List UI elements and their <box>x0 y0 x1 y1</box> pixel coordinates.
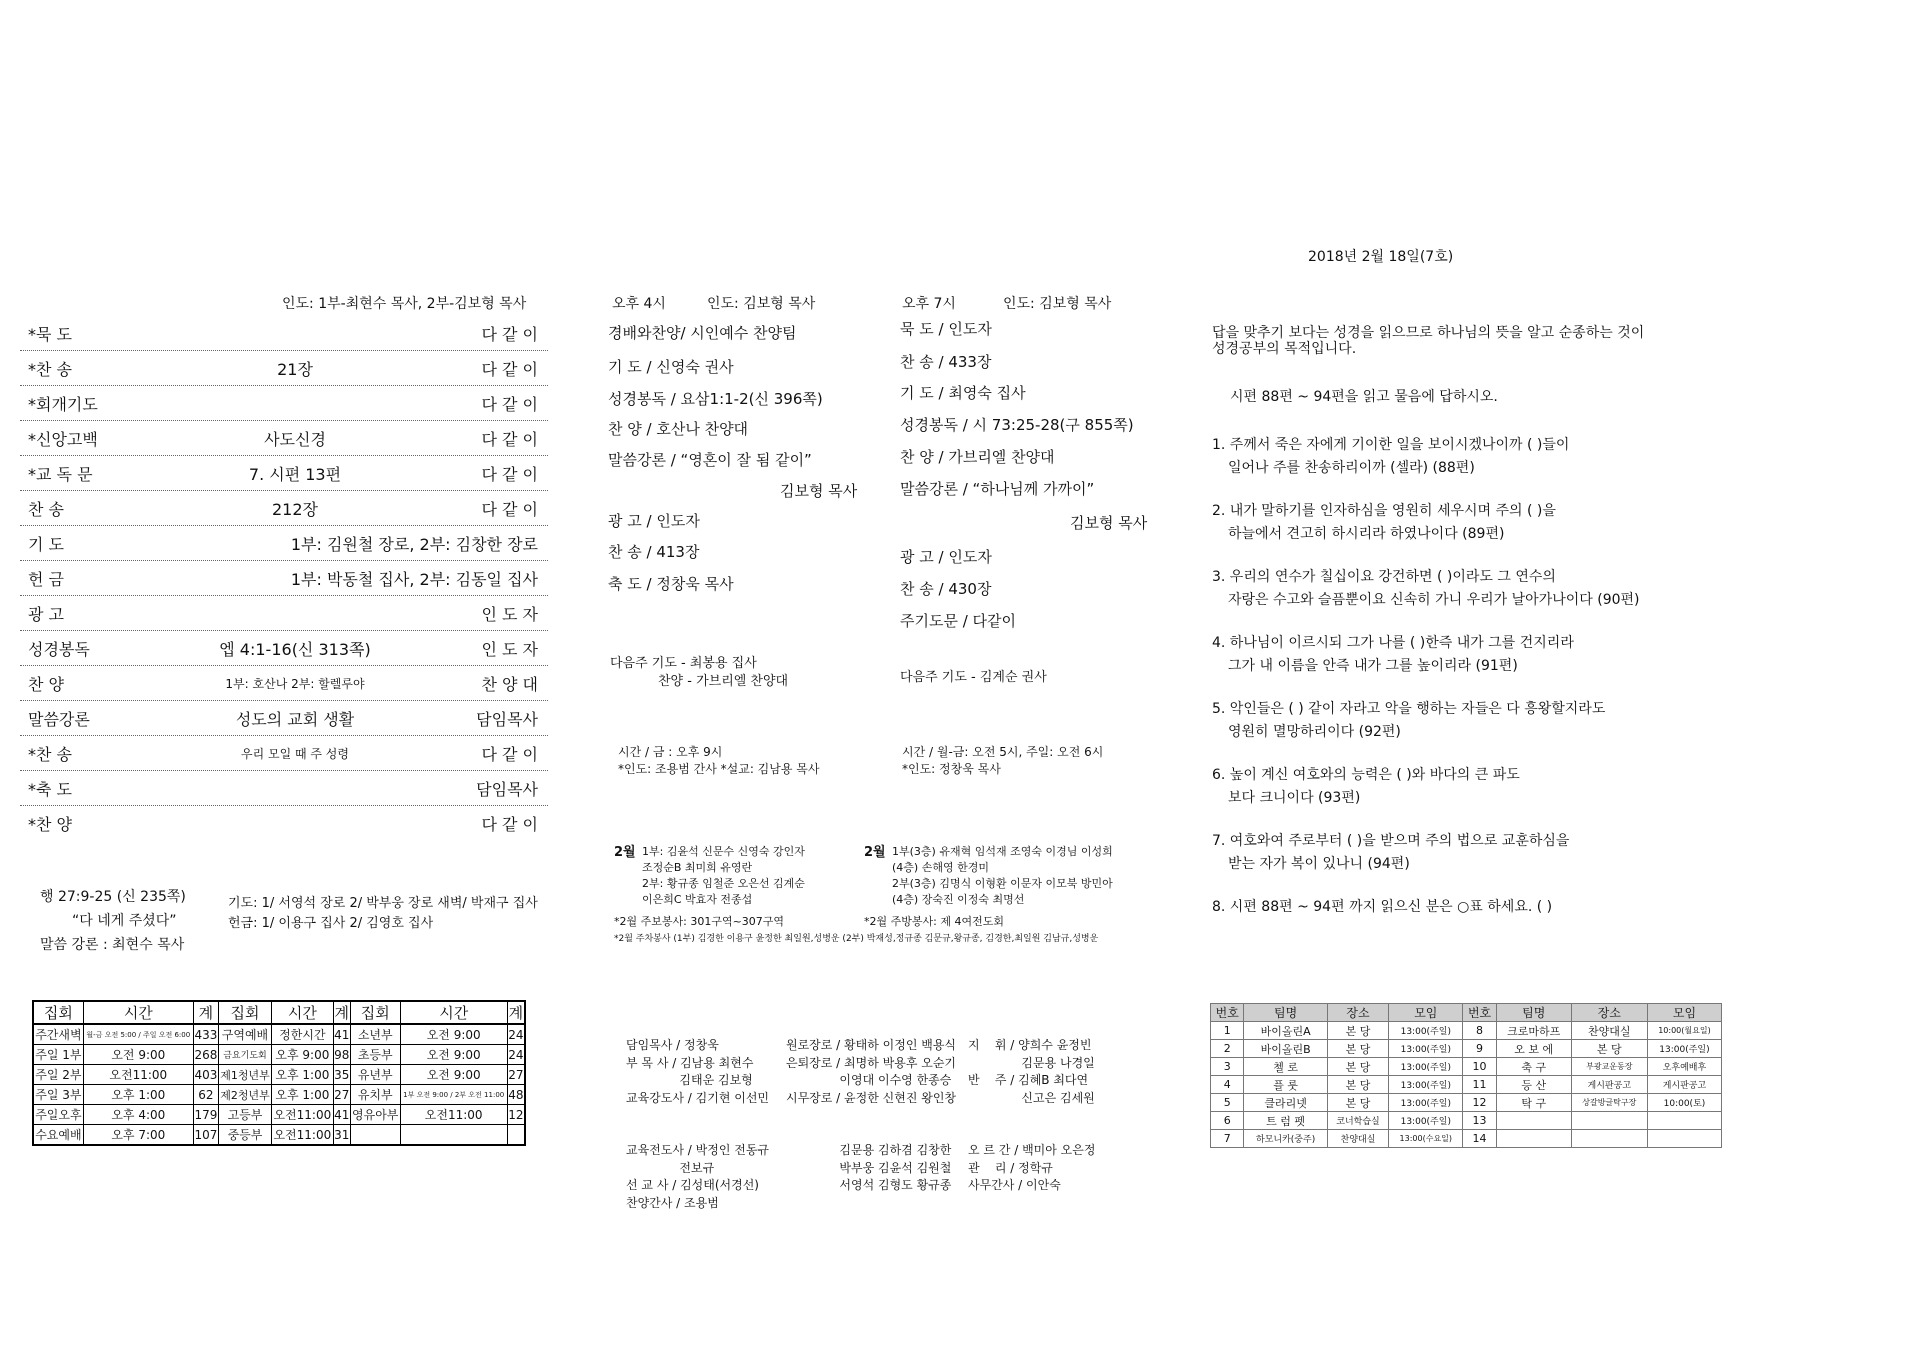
table-cell: 오 보 에 <box>1496 1040 1571 1058</box>
table-cell: 플 룻 <box>1244 1076 1327 1094</box>
service-row <box>20 456 548 491</box>
table-cell: 35 <box>333 1065 350 1085</box>
table-cell <box>1496 1130 1571 1148</box>
service-row <box>20 596 548 631</box>
table-cell: 본 당 <box>1327 1076 1389 1094</box>
table-cell: 12 <box>507 1105 525 1125</box>
staff-column-music <box>968 1002 1095 1212</box>
dawn-preacher: 말씀 강론 : 최현수 목사 <box>40 937 185 953</box>
text-line: 이영대 이수영 한종승 <box>786 1073 952 1087</box>
table-cell: 31 <box>333 1125 350 1146</box>
table-cell: 1부 오전 9:00 / 2부 오전 11:00 <box>400 1085 507 1105</box>
afternoon-row: 기 도 / 신영숙 권사 <box>608 358 734 376</box>
table-cell: 14 <box>1463 1130 1496 1148</box>
table-cell: 영유아부 <box>350 1105 400 1125</box>
table-cell: 오전11:00 <box>272 1125 334 1146</box>
table-cell <box>350 1125 400 1146</box>
text-line: 지 휘 / 양희수 윤정빈 <box>968 1038 1092 1052</box>
table-cell: 축 구 <box>1496 1058 1571 1076</box>
table-cell: 본 당 <box>1571 1040 1647 1058</box>
text-line: 전보규 <box>626 1160 715 1175</box>
table-cell: 주일 3부 <box>33 1085 83 1105</box>
text-line: 김문용 나경일 <box>968 1055 1095 1070</box>
text-line: 찬 양 <box>28 675 64 694</box>
column-header: 시간 <box>83 1001 193 1024</box>
table-cell: 찬양대실 <box>1571 1022 1647 1040</box>
text-line: 반 주 / 김혜B 최다연 <box>968 1073 1089 1087</box>
evening-row: 찬 송 / 430장 <box>900 580 992 598</box>
attendance-table <box>32 1000 526 1146</box>
study-question <box>1212 764 1520 807</box>
column-header: 집회 <box>33 1001 83 1024</box>
table-cell: 403 <box>193 1065 218 1085</box>
kitchen-service: *2월 주방봉사: 제 4여전도회 <box>864 915 1004 928</box>
choir-month-label: 2월 <box>864 845 886 860</box>
column-header: 집회 <box>218 1001 271 1024</box>
service-row <box>20 561 548 596</box>
evening-row: 기 도 / 최영숙 집사 <box>900 384 1026 402</box>
table-cell: 수요예배 <box>33 1125 83 1146</box>
choir-line: 2부(3층) 김명식 이형환 이문자 이모북 방민아 <box>892 877 1113 890</box>
evening-time: 오후 7시 <box>902 296 956 312</box>
friday-prayer-leader: *인도: 조용범 간사 *설교: 김남용 목사 <box>618 762 820 776</box>
service-row <box>20 771 548 806</box>
table-cell: 본 당 <box>1327 1058 1389 1076</box>
table-row <box>1211 1040 1722 1058</box>
column-header: 시간 <box>272 1001 334 1024</box>
text-line: 다 같 이 <box>481 465 538 484</box>
bulletin-date: 2018년 2월 18일(7호) <box>1308 249 1454 265</box>
evening-leader: 인도: 김보형 목사 <box>1003 296 1112 312</box>
text-line: *묵 도 <box>28 325 72 344</box>
table-row <box>1211 1058 1722 1076</box>
study-question <box>1212 896 1552 916</box>
table-cell: 오전11:00 <box>400 1105 507 1125</box>
service-row <box>20 701 548 736</box>
text-line: 찬 송 <box>28 500 64 519</box>
table-cell: 오후 9:00 <box>272 1045 334 1065</box>
text-line: 1. 주께서 죽은 자에게 기이한 일을 보이시겠나이까 ( )들이 <box>1212 437 1570 453</box>
text-line: 4. 하나님이 이르시되 그가 나를 ( )한즉 내가 그를 건지리라 <box>1212 635 1574 651</box>
table-cell: 오후 7:00 <box>83 1125 193 1146</box>
text-line: 말씀강론 <box>28 710 90 729</box>
text-line: 담임목사 / 정창욱 <box>626 1038 719 1052</box>
staff-column-pastors <box>626 1002 769 1230</box>
column-header: 팀명 <box>1244 1004 1327 1022</box>
table-cell: 27 <box>507 1065 525 1085</box>
text-line: 교육전도사 / 박정인 전동규 <box>626 1143 769 1157</box>
table-cell: 8 <box>1463 1022 1496 1040</box>
column-header: 장소 <box>1571 1004 1647 1022</box>
column-header: 시간 <box>400 1001 507 1024</box>
text-line: 찬양간사 / 조용범 <box>626 1195 719 1210</box>
text-line: *찬 송 <box>28 745 72 764</box>
text-line: 우리 모일 때 주 성령 <box>241 747 349 761</box>
volunteer-line: 조정순B 최미희 유영란 <box>642 861 753 874</box>
text-line: 6. 높이 계신 여호와의 능력은 ( )와 바다의 큰 파도 <box>1212 767 1520 783</box>
table-cell: 등 산 <box>1496 1076 1571 1094</box>
table-cell: 제1청년부 <box>218 1065 271 1085</box>
table-cell: 13:00(주일) <box>1389 1022 1463 1040</box>
text-line: *회개기도 <box>28 395 98 414</box>
text-line: 다 같 이 <box>481 395 538 414</box>
table-cell: 크로마하프 <box>1496 1022 1571 1040</box>
column-header: 계 <box>193 1001 218 1024</box>
text-line: 성도의 교회 생활 <box>235 710 355 729</box>
text-line: 은퇴장로 / 최명하 박용후 오순기 <box>786 1055 956 1070</box>
text-line: 하늘에서 견고히 하시리라 하였나이다 (89편) <box>1228 526 1505 542</box>
table-cell: 오전 9:00 <box>400 1045 507 1065</box>
table-cell: 12 <box>1463 1094 1496 1112</box>
table-cell: 오후예배후 <box>1647 1058 1721 1076</box>
choir-line: (4층) 장숙진 이정숙 최명선 <box>892 893 1025 906</box>
table-cell <box>1647 1130 1721 1148</box>
evening-row: 말씀강론 / “하나님께 가까이” <box>900 480 1095 498</box>
table-cell: 유년부 <box>350 1065 400 1085</box>
table-cell: 98 <box>333 1045 350 1065</box>
text-line: 보다 크니이다 (93편) <box>1228 790 1361 806</box>
table-cell: 13:00(주일) <box>1389 1040 1463 1058</box>
table-cell <box>1571 1112 1647 1130</box>
table-cell: 24 <box>507 1045 525 1065</box>
text-line: 오 르 간 / 백미아 오은정 <box>968 1143 1096 1157</box>
table-cell: 24 <box>507 1024 525 1045</box>
evening-row: 주기도문 / 다같이 <box>900 612 1017 630</box>
table-cell: 부광교운동장 <box>1571 1058 1647 1076</box>
dawn-prayer-leader: *인도: 정창욱 목사 <box>902 762 1001 776</box>
text-line: 박부웅 김윤석 김원철 <box>786 1160 952 1175</box>
service-row <box>20 736 548 771</box>
table-cell: 주일 1부 <box>33 1045 83 1065</box>
text-line: 부 목 사 / 김남용 최현수 <box>626 1055 754 1070</box>
table-cell: 11 <box>1463 1076 1496 1094</box>
text-line: 7. 시편 13편 <box>248 465 342 484</box>
text-line: 사도신경 <box>264 430 326 449</box>
table-cell: 코너학습실 <box>1327 1112 1389 1130</box>
table-cell: 13 <box>1463 1112 1496 1130</box>
afternoon-row: 광 고 / 인도자 <box>608 512 700 530</box>
table-cell: 9 <box>1463 1040 1496 1058</box>
table-cell: 27 <box>333 1085 350 1105</box>
column-header: 장소 <box>1327 1004 1389 1022</box>
table-cell: 13:00(수요일) <box>1389 1130 1463 1148</box>
afternoon-row: 경배와찬양/ 시인예수 찬양팀 <box>608 324 797 342</box>
table-header-row <box>1211 1004 1722 1022</box>
volunteer-line: 2부: 황규종 임철준 오은선 김계순 <box>642 877 805 890</box>
afternoon-leader: 인도: 김보형 목사 <box>707 296 816 312</box>
table-cell: 바이올린B <box>1244 1040 1327 1058</box>
text-line: 다 같 이 <box>481 500 538 519</box>
table-cell: 소년부 <box>350 1024 400 1045</box>
afternoon-row: 말씀강론 / “영혼이 잘 됨 같이” <box>608 451 812 469</box>
table-row <box>33 1105 525 1125</box>
table-row <box>33 1045 525 1065</box>
table-header-row <box>33 1001 525 1024</box>
table-cell: 주일 2부 <box>33 1065 83 1085</box>
text-line: *교 독 문 <box>28 465 93 484</box>
table-row <box>33 1065 525 1085</box>
dawn-prayer-time: 시간 / 월-금: 오전 5시, 주일: 오전 6시 <box>902 745 1104 759</box>
text-line: *찬 송 <box>28 360 72 379</box>
table-row <box>1211 1112 1722 1130</box>
text-line: 212장 <box>272 500 318 519</box>
friday-prayer-time: 시간 / 금 : 오후 9시 <box>618 745 723 759</box>
afternoon-time: 오후 4시 <box>612 296 666 312</box>
text-line: 김문용 김하겸 김창한 <box>786 1143 952 1157</box>
table-cell: 2 <box>1211 1040 1244 1058</box>
table-cell: 4 <box>1211 1076 1244 1094</box>
table-cell: 오후 1:00 <box>272 1065 334 1085</box>
table-cell: 179 <box>193 1105 218 1125</box>
column-header: 집회 <box>350 1001 400 1024</box>
text-line: 영원히 멸망하리이다 (92편) <box>1228 724 1401 740</box>
text-line: 성경봉독 <box>28 640 90 659</box>
table-cell <box>1647 1112 1721 1130</box>
table-cell: 본 당 <box>1327 1022 1389 1040</box>
table-cell: 구역예배 <box>218 1024 271 1045</box>
text-line: 사무간사 / 이안숙 <box>968 1178 1061 1192</box>
table-cell: 주간새벽 <box>33 1024 83 1045</box>
afternoon-preacher: 김보형 목사 <box>780 482 858 500</box>
table-cell: 첼 로 <box>1244 1058 1327 1076</box>
table-cell: 하모니카(중주) <box>1244 1130 1327 1148</box>
table-cell: 금요기도회 <box>218 1045 271 1065</box>
service-row <box>20 491 548 526</box>
table-cell: 3 <box>1211 1058 1244 1076</box>
text-line: 담임목사 <box>476 780 538 799</box>
table-row <box>33 1125 525 1146</box>
text-line: 8. 시편 88편 ~ 94편 까지 읽으신 분은 ○표 하세요. ( ) <box>1212 899 1553 915</box>
table-row <box>1211 1130 1722 1148</box>
table-cell: 오전 9:00 <box>83 1045 193 1065</box>
study-question <box>1212 434 1569 477</box>
table-cell: 오전 9:00 <box>400 1024 507 1045</box>
table-cell: 본 당 <box>1327 1094 1389 1112</box>
text-line: 엡 4:1-16(신 313쪽) <box>219 640 371 659</box>
text-line: 3. 우리의 연수가 칠십이요 강건하면 ( )이라도 그 연수의 <box>1212 569 1556 585</box>
column-header: 번호 <box>1463 1004 1496 1022</box>
table-cell: 게시판공고 <box>1647 1076 1721 1094</box>
column-header: 모임 <box>1389 1004 1463 1022</box>
table-cell: 유치부 <box>350 1085 400 1105</box>
table-cell: 48 <box>507 1085 525 1105</box>
table-cell: 10:00(토) <box>1647 1094 1721 1112</box>
text-line: 1부: 호산나 2부: 할렐루야 <box>225 677 365 691</box>
table-cell: 268 <box>193 1045 218 1065</box>
evening-row: 찬 송 / 433장 <box>900 353 992 371</box>
study-question <box>1212 830 1569 873</box>
table-cell: 433 <box>193 1024 218 1045</box>
table-cell: 오후 4:00 <box>83 1105 193 1125</box>
table-cell: 중등부 <box>218 1125 271 1146</box>
text-line: 21장 <box>277 360 313 379</box>
table-cell: 초등부 <box>350 1045 400 1065</box>
study-intro-line2: 성경공부의 목적입니다. <box>1212 341 1357 357</box>
text-line: 인 도 자 <box>481 605 538 624</box>
text-line: *신앙고백 <box>28 430 98 449</box>
table-cell: 고등부 <box>218 1105 271 1125</box>
table-cell <box>400 1125 507 1146</box>
text-line: 관 리 / 정학규 <box>968 1160 1053 1175</box>
table-row <box>1211 1094 1722 1112</box>
table-row <box>1211 1022 1722 1040</box>
text-line: 교육강도사 / 김기현 이선민 <box>626 1090 769 1105</box>
text-line: 찬 양 대 <box>481 675 538 694</box>
study-question <box>1212 632 1574 675</box>
study-question <box>1212 500 1556 543</box>
evening-row: 찬 양 / 가브리엘 찬양대 <box>900 448 1055 466</box>
service-row <box>20 386 548 421</box>
text-line: 시무장로 / 윤정한 신현진 왕인창 <box>786 1090 956 1105</box>
text-line: *찬 양 <box>28 815 72 834</box>
afternoon-row: 찬 송 / 413장 <box>608 543 700 561</box>
afternoon-row: 축 도 / 정창욱 목사 <box>608 575 734 593</box>
afternoon-row: 성경봉독 / 요삼1:1-2(신 396쪽) <box>608 390 823 408</box>
text-line: 자랑은 수고와 슬픔뿐이요 신속히 가니 우리가 날아가나이다 (90편) <box>1228 592 1640 608</box>
table-cell: 상갈방글탁구장 <box>1571 1094 1647 1112</box>
text-line: 다 같 이 <box>481 325 538 344</box>
text-line: 그가 내 이름을 안즉 내가 그를 높이리라 (91편) <box>1228 658 1518 674</box>
table-cell: 클라리넷 <box>1244 1094 1327 1112</box>
table-cell: 탁 구 <box>1496 1094 1571 1112</box>
volunteer-line: 1부: 김윤석 신문수 신영숙 강인자 <box>642 845 805 858</box>
column-header: 번호 <box>1211 1004 1244 1022</box>
text-line: 헌 금 <box>28 570 64 589</box>
text-line: 김태운 김보형 <box>626 1073 753 1087</box>
text-line: *축 도 <box>28 780 72 799</box>
table-cell: 13:00(주일) <box>1389 1076 1463 1094</box>
dawn-title: “다 네게 주셨다” <box>72 913 177 929</box>
service-row <box>20 316 548 351</box>
text-line: 다 같 이 <box>481 815 538 834</box>
service-row <box>20 631 548 666</box>
choir-line: 1부(3층) 유재혁 임석재 조영숙 이경님 이성희 <box>892 845 1113 858</box>
text-line: 다 같 이 <box>481 360 538 379</box>
table-cell: 본 당 <box>1327 1040 1389 1058</box>
column-header: 계 <box>333 1001 350 1024</box>
column-header: 팀명 <box>1496 1004 1571 1022</box>
text-line: 2. 내가 말하기를 인자하심을 영원히 세우시며 주의 ( )을 <box>1212 503 1556 519</box>
bulletin-service: *2월 주보봉사: 301구역~307구역 <box>614 915 785 928</box>
table-row <box>1211 1076 1722 1094</box>
text-line: 인 도 자 <box>481 640 538 659</box>
text-line: 기 도 <box>28 535 64 554</box>
table-cell <box>507 1125 525 1146</box>
text-line: 다 같 이 <box>481 430 538 449</box>
study-instruction: 시편 88편 ~ 94편을 읽고 물음에 답하시오. <box>1230 389 1498 405</box>
evening-next-prayer: 다음주 기도 - 김계순 권사 <box>900 670 1047 685</box>
text-line: 신고은 김세원 <box>968 1090 1095 1105</box>
table-cell: 오전 9:00 <box>400 1065 507 1085</box>
text-line: 서영석 김형도 황규종 <box>786 1178 952 1192</box>
service-row <box>20 526 548 561</box>
table-cell: 주일오후 <box>33 1105 83 1125</box>
service-row <box>20 351 548 386</box>
study-question <box>1212 698 1605 741</box>
table-cell: 107 <box>193 1125 218 1146</box>
volunteer-line: 이은희C 박효자 전종섭 <box>642 893 753 906</box>
text-line: 받는 자가 복이 있나니 (94편) <box>1228 856 1410 872</box>
table-cell: 월-금 오전 5:00 / 주일 오전 6:00 <box>83 1024 193 1045</box>
table-cell: 13:00(주일) <box>1389 1058 1463 1076</box>
table-cell: 41 <box>333 1105 350 1125</box>
text-line: 1부: 김원철 장로, 2부: 김창한 장로 <box>290 535 538 554</box>
column-header: 계 <box>507 1001 525 1024</box>
table-row <box>33 1024 525 1045</box>
text-line: 담임목사 <box>476 710 538 729</box>
text-line: 일어나 주를 찬송하리이까 (셀라) (88편) <box>1228 460 1475 476</box>
service-row <box>20 421 548 456</box>
text-line: 원로장로 / 황태하 이정인 백용식 <box>786 1038 956 1052</box>
text-line: 5. 악인들은 ( ) 같이 자라고 악을 행하는 자들은 다 흥왕할지라도 <box>1212 701 1606 717</box>
evening-preacher: 김보형 목사 <box>1070 514 1148 532</box>
table-cell: 10:00(월요일) <box>1647 1022 1721 1040</box>
table-cell: 13:00(주일) <box>1647 1040 1721 1058</box>
table-cell: 13:00(주일) <box>1389 1112 1463 1130</box>
afternoon-next-praise: 찬양 - 가브리엘 찬양대 <box>658 674 789 689</box>
choir-line: (4층) 손해영 한경미 <box>892 861 989 874</box>
table-cell: 찬양대실 <box>1327 1130 1389 1148</box>
text-line: 선 교 사 / 김성태(서경선) <box>626 1178 759 1192</box>
table-cell: 바이올린A <box>1244 1022 1327 1040</box>
evening-row: 묵 도 / 인도자 <box>900 320 992 338</box>
table-cell: 5 <box>1211 1094 1244 1112</box>
staff-column-elders <box>786 1002 956 1212</box>
text-line: 다 같 이 <box>481 745 538 764</box>
parking-service: *2월 주차봉사 (1부) 김경한 이용구 윤정한 최일원,성병운 (2부) 박재성,정규종 김문규,왕규종, 김경한,최일원 김남규,성병운 <box>614 934 1099 944</box>
table-row <box>33 1085 525 1105</box>
table-cell: 오전11:00 <box>272 1105 334 1125</box>
afternoon-next-prayer: 다음주 기도 - 최봉용 집사 <box>610 656 757 671</box>
table-cell: 오후 1:00 <box>83 1085 193 1105</box>
afternoon-row: 찬 양 / 호산나 찬양대 <box>608 420 749 438</box>
dawn-prayer: 기도: 1/ 서영석 장로 2/ 박부웅 장로 새벽/ 박재구 집사 <box>228 896 538 911</box>
evening-row: 성경봉독 / 시 73:25-28(구 855쪽) <box>900 416 1134 434</box>
team-table <box>1210 1003 1722 1148</box>
table-cell: 62 <box>193 1085 218 1105</box>
table-cell: 10 <box>1463 1058 1496 1076</box>
text-line: 7. 여호와여 주로부터 ( )을 받으며 주의 법으로 교훈하심을 <box>1212 833 1570 849</box>
table-cell: 오후 1:00 <box>272 1085 334 1105</box>
text-line: 1부: 박동철 집사, 2부: 김동일 집사 <box>290 570 538 589</box>
service-row <box>20 666 548 701</box>
morning-leader: 인도: 1부-최현수 목사, 2부-김보형 목사 <box>282 296 527 312</box>
table-cell: 정한시간 <box>272 1024 334 1045</box>
service-row <box>20 806 548 840</box>
table-cell: 게시판공고 <box>1571 1076 1647 1094</box>
table-cell: 오전11:00 <box>83 1065 193 1085</box>
table-cell <box>1496 1112 1571 1130</box>
table-cell: 6 <box>1211 1112 1244 1130</box>
evening-row: 광 고 / 인도자 <box>900 548 992 566</box>
dawn-verse: 행 27:9-25 (신 235쪽) <box>40 889 186 905</box>
table-cell: 7 <box>1211 1130 1244 1148</box>
dawn-offering: 헌금: 1/ 이용구 집사 2/ 김영호 집사 <box>228 916 434 931</box>
table-cell: 41 <box>333 1024 350 1045</box>
text-line: 광 고 <box>28 605 64 624</box>
column-header: 모임 <box>1647 1004 1721 1022</box>
study-intro-line1: 답을 맞추기 보다는 성경을 읽으므로 하나님의 뜻을 알고 순종하는 것이 <box>1212 325 1645 341</box>
table-cell: 트 럼 펫 <box>1244 1112 1327 1130</box>
table-cell: 13:00(주일) <box>1389 1094 1463 1112</box>
study-question <box>1212 566 1640 609</box>
table-cell: 제2청년부 <box>218 1085 271 1105</box>
table-cell: 1 <box>1211 1022 1244 1040</box>
table-cell <box>1571 1130 1647 1148</box>
volunteer-month-label: 2월 <box>614 845 636 860</box>
